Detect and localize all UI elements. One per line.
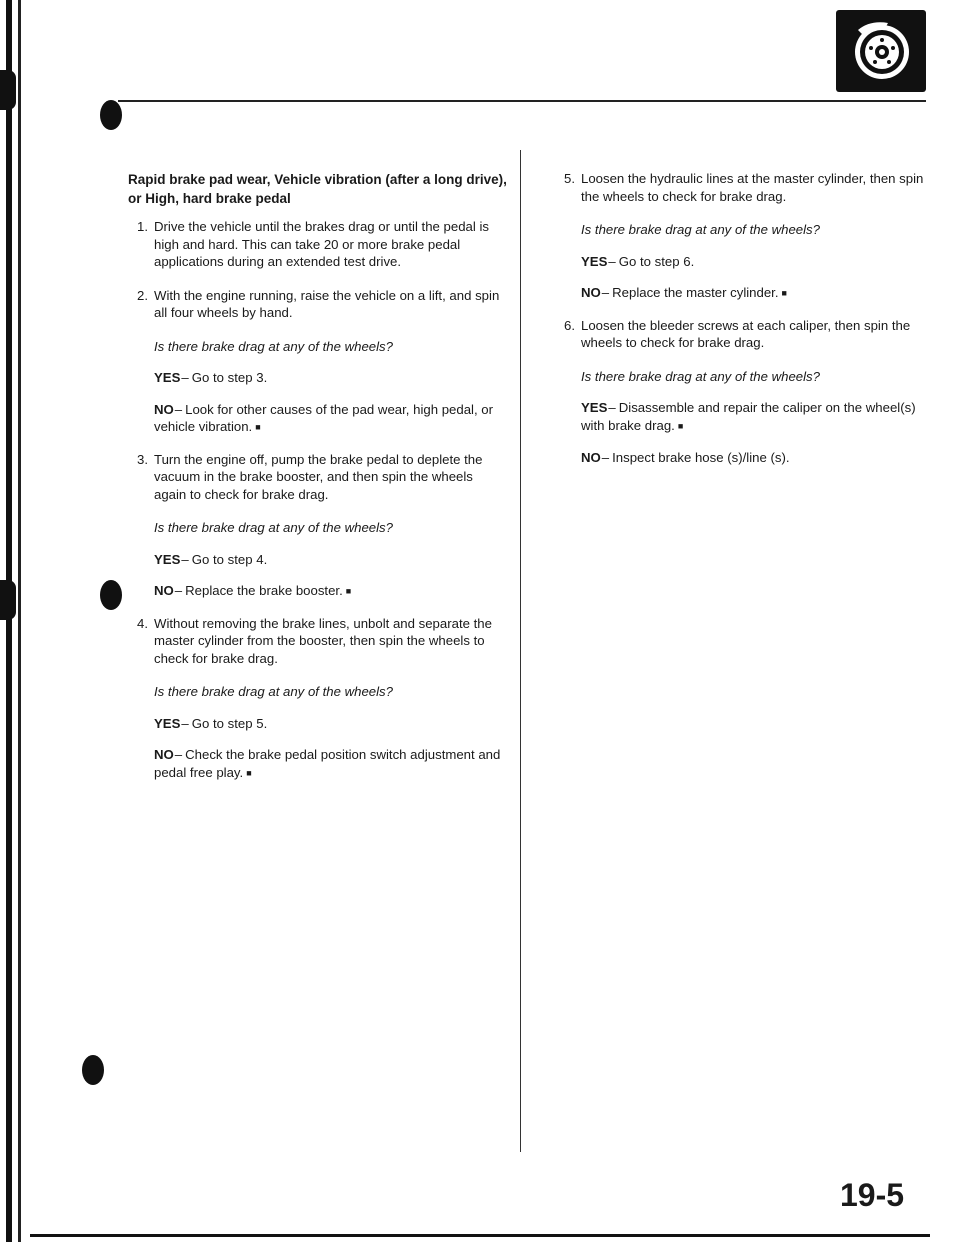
step-text: Without removing the brake lines, unbolt and separate the master cylinder from the booster, then spin the wheels to check for brake drag. <box>154 615 492 666</box>
page-number: 19-5 <box>840 1177 905 1213</box>
step-question: Is there brake drag at any of the wheels? <box>154 338 393 354</box>
answer-text: Go to step 4. <box>191 551 268 567</box>
yes-answer: YES– Disassemble and repair the caliper on the wheel(s) with brake drag. ■ <box>581 400 916 433</box>
binding-edge <box>0 0 30 1242</box>
answer-key: YES <box>154 715 181 731</box>
punch-hole <box>100 580 122 610</box>
answer-key: NO <box>581 285 601 300</box>
answer-text: Go to step 6. <box>618 253 695 269</box>
answer-key: YES <box>154 370 181 385</box>
binding-bar <box>6 0 12 1242</box>
no-answer: NO– Replace the master cylinder. ■ <box>581 285 787 300</box>
step-4 <box>128 615 508 668</box>
step-question: Is there brake drag at any of the wheels? <box>154 520 393 535</box>
end-mark-icon: ■ <box>255 422 261 432</box>
yes-answer: YES– Go to step 4. <box>154 551 268 567</box>
yes-answer: YES– Go to step 3. <box>154 370 268 385</box>
answer-key: NO <box>154 747 174 762</box>
answer-key: NO <box>154 401 174 417</box>
bottom-rule <box>30 1234 930 1237</box>
binding-notch <box>0 70 16 110</box>
answer-key: YES <box>154 551 181 567</box>
answer-text: Go to step 5. <box>191 715 268 731</box>
right-column <box>555 170 930 481</box>
step-1 <box>128 218 508 271</box>
header-rule <box>118 100 926 102</box>
answer-text: Inspect brake hose (s)/line (s). <box>612 450 790 465</box>
step-question: Is there brake drag at any of the wheels? <box>581 368 820 384</box>
step-6 <box>555 317 930 352</box>
answer-key: NO <box>154 583 174 598</box>
step-text: Loosen the hydraulic lines at the master cylinder, then spin the wheels to check for brake drag. <box>581 171 924 204</box>
binding-bar-thin <box>18 0 21 1242</box>
end-mark-icon: ■ <box>246 767 252 778</box>
answer-key: NO <box>581 450 601 465</box>
binding-notch <box>0 580 16 620</box>
column-divider <box>520 150 521 1152</box>
answer-text: Disassemble and repair the caliper on the wheel(s) with brake drag. <box>581 400 916 433</box>
step-5 <box>555 170 930 205</box>
no-answer: NO– Replace the brake booster. ■ <box>154 583 352 598</box>
step-text: Loosen the bleeder screws at each caliper, then spin the wheels to check for brake drag. <box>581 317 911 350</box>
step-2 <box>128 287 508 322</box>
answer-key: YES <box>581 253 608 269</box>
step-3 <box>128 451 508 504</box>
punch-hole <box>100 100 122 130</box>
step-number: 5. <box>564 171 575 186</box>
left-column <box>128 170 508 796</box>
answer-text: Look for other causes of the pad wear, high pedal, or vehicle vibration. <box>154 401 494 434</box>
answer-text: Check the brake pedal position switch adjustment and pedal free play. <box>154 747 501 780</box>
step-text: With the engine running, raise the vehicle on a lift, and spin all four wheels by hand. <box>154 287 500 320</box>
no-answer: NO– Check the brake pedal position switch adjustment and pedal free play. ■ <box>154 747 501 780</box>
step-number: 2. <box>137 287 148 303</box>
answer-key: YES <box>581 400 608 415</box>
section-title: Rapid brake pad wear, Vehicle vibration (after a long drive), or High, hard brake pedal <box>128 172 507 206</box>
answer-text: Go to step 3. <box>191 370 268 385</box>
step-question: Is there brake drag at any of the wheels? <box>154 684 393 699</box>
answer-text: Replace the master cylinder. <box>612 285 779 300</box>
brake-disc-icon <box>836 10 926 92</box>
step-text: Drive the vehicle until the brakes drag or until the pedal is high and hard. This can take 20 or more brake pedal applications during an extended test drive. <box>154 219 489 269</box>
yes-answer: YES– Go to step 6. <box>581 253 695 269</box>
no-answer: NO– Inspect brake hose (s)/line (s). <box>581 450 790 465</box>
yes-answer: YES– Go to step 5. <box>154 715 268 731</box>
step-number: 3. <box>137 451 148 467</box>
end-mark-icon: ■ <box>345 586 352 596</box>
step-text: Turn the engine off, pump the brake pedal to deplete the vacuum in the brake booster, and then spin the wheels again to check for brake drag. <box>154 451 483 502</box>
end-mark-icon: ■ <box>781 288 787 298</box>
step-number: 4. <box>137 615 148 631</box>
step-number: 1. <box>137 219 148 234</box>
no-answer: NO– Look for other causes of the pad wear, high pedal, or vehicle vibration. ■ <box>154 401 494 434</box>
end-mark-icon: ■ <box>677 420 684 431</box>
answer-text: Replace the brake booster. <box>185 583 343 598</box>
punch-hole <box>82 1055 104 1085</box>
step-question: Is there brake drag at any of the wheels? <box>581 222 820 237</box>
step-number: 6. <box>564 317 575 333</box>
